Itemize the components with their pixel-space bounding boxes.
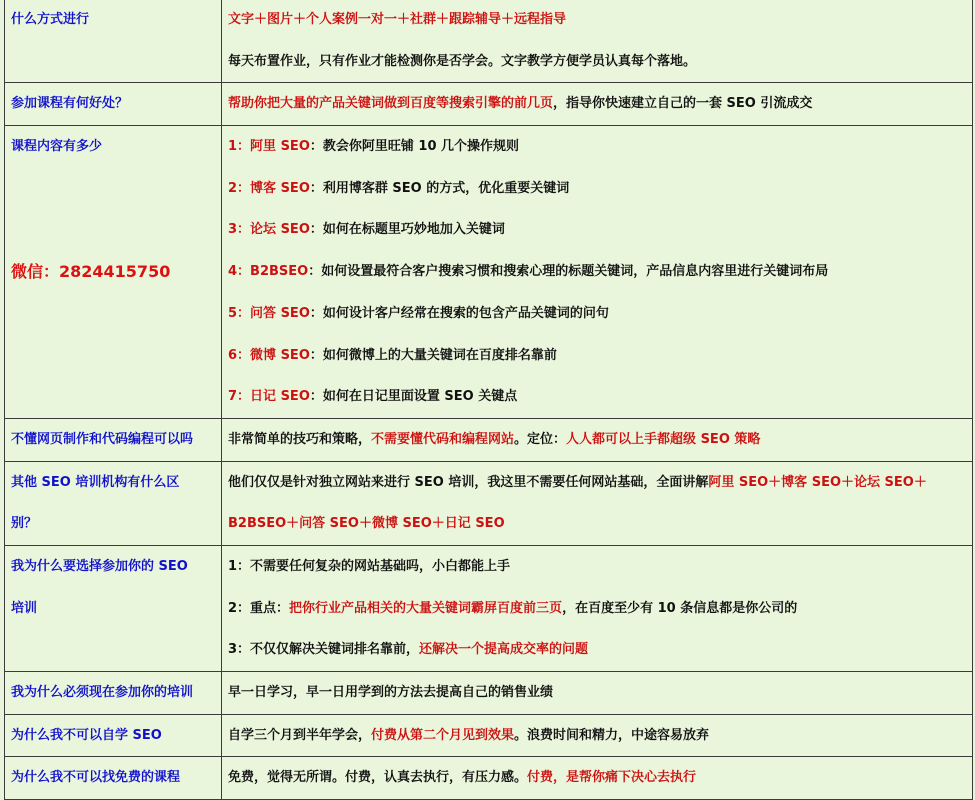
answer-text: 。定位： (514, 431, 567, 447)
answer-text: 非常简单的技巧和策略， (228, 431, 372, 447)
answer-line (228, 376, 972, 418)
highlight-text: 3：论坛 SEO (228, 222, 310, 238)
question-line: 培训 (11, 600, 38, 616)
highlight-text: 把你行业产品相关的大量关键词霸屏百度前三页 (289, 600, 563, 616)
question-line (11, 209, 221, 251)
answer-text: ：教会你阿里旺铺 10 几个操作规则 (309, 139, 520, 155)
answer-text: ：如何在日记里面设置 SEO 关键点 (309, 389, 518, 405)
faq-answer (222, 83, 973, 126)
answer-line (228, 419, 972, 461)
answer-line (228, 251, 972, 293)
highlight-text: 付费从第二个月见到效果 (371, 727, 515, 743)
highlight-text: 不需要懂代码和编程网站 (371, 431, 515, 447)
highlight-text: 付费，是帮你痛下决心去执行 (527, 770, 697, 786)
answer-line (228, 503, 972, 545)
answer-line (228, 293, 972, 335)
answer-text: ，在百度至少有 10 条信息都是你公司的 (562, 600, 798, 616)
answer-text: 每天布置作业，只有作业才能检测你是否学会。文字教学方便学员认真每个落地。 (228, 53, 697, 69)
faq-answer (222, 672, 973, 715)
faq-answer (222, 757, 973, 800)
answer-line (228, 168, 972, 210)
highlight-text: 人人都可以上手都超级 SEO 策略 (566, 431, 761, 447)
question-line: 不懂网页制作和代码编程可以吗 (11, 431, 194, 447)
answer-line (228, 126, 972, 168)
faq-question (5, 83, 222, 126)
answer-line (228, 715, 972, 757)
answer-text: ：利用博客群 SEO 的方式，优化重要关键词 (309, 180, 570, 196)
faq-row (5, 126, 973, 419)
answer-line (228, 83, 972, 125)
faq-row (5, 418, 973, 461)
faq-answer (222, 461, 973, 545)
answer-text: ：如何设置最符合客户搜索习惯和搜索心理的标题关键词，产品信息内容里进行关键词布局 (308, 264, 829, 280)
wechat-contact: 微信：2824415750 (11, 262, 171, 282)
highlight-text: 6：微博 SEO (228, 347, 310, 363)
faq-answer (222, 126, 973, 419)
answer-text: 3：不仅仅解决关键词排名靠前， (228, 642, 420, 658)
answer-line (228, 462, 972, 504)
answer-text: ，指导你快速建立自己的一套 SEO 引流成交 (553, 96, 813, 112)
answer-text: 1：不需要任何复杂的网站基础吗，小白都能上手 (228, 558, 511, 574)
faq-row (5, 757, 973, 800)
faq-answer (222, 0, 973, 83)
faq-answer (222, 418, 973, 461)
faq-answer (222, 545, 973, 671)
faq-question (5, 0, 222, 83)
faq-question (5, 672, 222, 715)
answer-line (228, 209, 972, 251)
faq-question (5, 418, 222, 461)
highlight-text: 7：日记 SEO (228, 389, 310, 405)
answer-line (228, 546, 972, 588)
question-line: 我为什么必须现在参加你的培训 (11, 685, 194, 700)
answer-text: 自学三个月到半年学会， (228, 727, 372, 743)
answer-line (228, 757, 972, 799)
question-line: 为什么我不可以自学 SEO (11, 727, 162, 743)
faq-row (5, 545, 973, 671)
faq-question (5, 545, 222, 671)
faq-row (5, 672, 973, 715)
question-line: 我为什么要选择参加你的 SEO (11, 558, 188, 574)
answer-text: ：如何设计客户经常在搜索的包含产品关键词的问句 (309, 305, 609, 321)
highlight-text: 1：阿里 SEO (228, 139, 310, 155)
highlight-text: 4：B2BSEO (228, 264, 309, 280)
faq-answer (222, 714, 973, 757)
answer-text: 2：重点： (228, 600, 290, 616)
faq-row (5, 0, 973, 83)
answer-line (228, 629, 972, 671)
answer-text: 免费，觉得无所谓。付费，认真去执行，有压力感。 (228, 770, 528, 786)
faq-row (5, 461, 973, 545)
highlight-text: B2BSEO＋问答 SEO＋微博 SEO＋日记 SEO (228, 516, 505, 532)
answer-line (228, 335, 972, 377)
answer-line (228, 588, 972, 630)
faq-question (5, 126, 222, 419)
question-line: 别？ (11, 516, 38, 532)
highlight-text: 还解决一个提高成交率的问题 (419, 642, 589, 658)
question-line: 其他 SEO 培训机构有什么区 (11, 474, 180, 490)
answer-text: 早一日学习，早一日用学到的方法去提高自己的销售业绩 (228, 685, 554, 700)
question-line: 参加课程有何好处？ (11, 96, 129, 112)
highlight-text: 帮助你把大量的产品关键词做到百度等搜索引擎的前几页 (228, 96, 554, 112)
answer-text: 。浪费时间和精力，中途容易放弃 (514, 727, 710, 743)
highlight-text: 5：问答 SEO (228, 305, 310, 321)
answer-line (228, 0, 972, 41)
faq-row (5, 714, 973, 757)
highlight-text: 文字＋图片＋个人案例一对一＋社群＋跟踪辅导＋远程指导 (228, 12, 567, 27)
course-faq-table (4, 0, 973, 800)
highlight-text: 2：博客 SEO (228, 180, 310, 196)
answer-line (228, 672, 972, 714)
question-line: 什么方式进行 (11, 12, 90, 27)
answer-text: ：如何微博上的大量关键词在百度排名靠前 (309, 347, 557, 363)
question-line: 为什么我不可以找免费的课程 (11, 770, 181, 786)
highlight-text: 阿里 SEO＋博客 SEO＋论坛 SEO＋ (708, 474, 927, 490)
question-line: 课程内容有多少 (11, 139, 103, 155)
faq-question (5, 714, 222, 757)
faq-question (5, 461, 222, 545)
faq-body (5, 0, 973, 800)
question-line (11, 168, 221, 210)
answer-text: ：如何在标题里巧妙地加入关键词 (309, 222, 505, 238)
faq-row (5, 83, 973, 126)
faq-question (5, 757, 222, 800)
answer-text: 他们仅仅是针对独立网站来进行 SEO 培训，我这里不需要任何网站基础，全面讲解 (228, 474, 709, 490)
answer-line (228, 41, 972, 83)
